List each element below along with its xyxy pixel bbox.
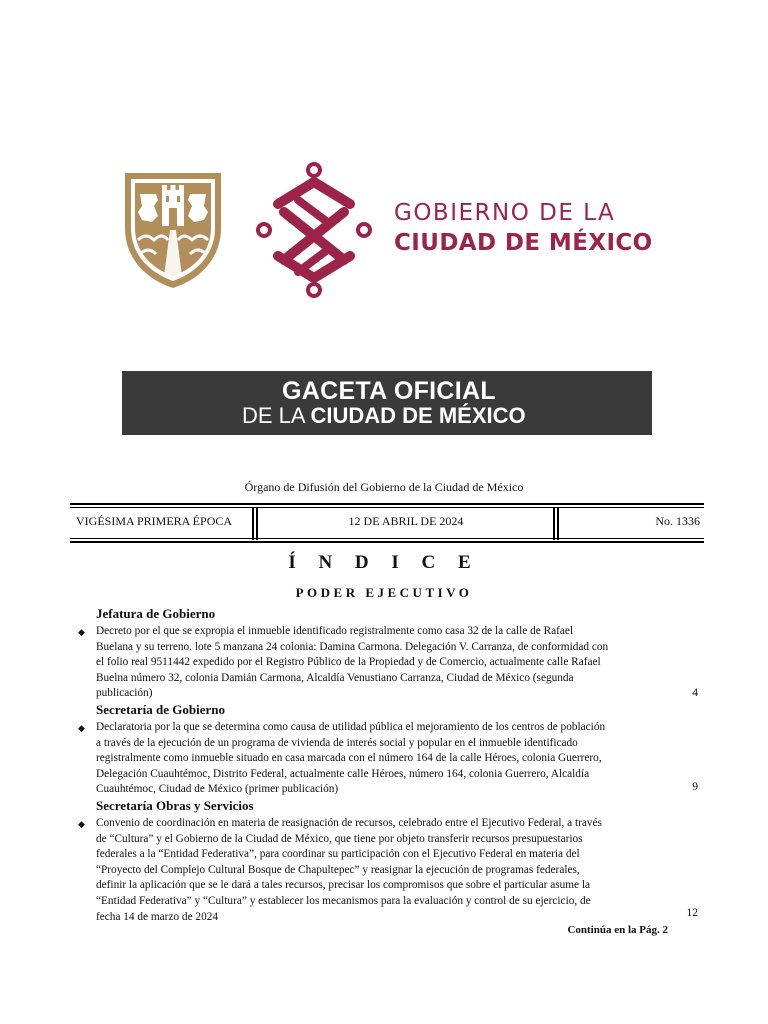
section-heading: Jefatura de Gobierno	[96, 606, 216, 621]
section-heading: Secretaría de Gobierno	[96, 702, 226, 717]
index-entry	[96, 624, 698, 702]
page-number: 4	[692, 687, 698, 699]
entry-line: publicación)	[96, 687, 153, 700]
index-subtitle: PODER EJECUTIVO	[295, 585, 473, 600]
edition-date: 12 DE ABRIL DE 2024	[348, 514, 464, 528]
government-name-line2: CIUDAD DE MÉXICO	[394, 230, 653, 256]
section-heading: Secretaría Obras y Servicios	[96, 798, 254, 813]
entry-line: a través de la ejecución de un programa de vivienda de interés social y popular en el inmueble identificado	[96, 736, 578, 749]
entry-line: Buelana y su terreno. lote 5 manzana 24 colonia: Damina Carmona. Delegación V. Carranza, de conformidad con	[96, 640, 609, 653]
cdmx-knot-icon	[254, 160, 374, 300]
info-bar-divider	[557, 507, 559, 540]
index-title: Í N D I C E	[288, 552, 480, 573]
entry-line: fecha 14 de marzo de 2024	[96, 910, 219, 923]
edition-number: No. 1336	[655, 514, 700, 528]
city-shield-icon	[122, 170, 224, 290]
continued-note: Continúa en la Pág. 2	[567, 924, 668, 936]
gazette-subtitle-part1: DE LA	[242, 403, 311, 428]
entry-line: Declaratoria por la que se determina como causa de utilidad pública el mejoramiento de los centros de población	[96, 721, 606, 733]
info-bar-rule	[70, 541, 704, 543]
bullet-icon: ◆	[78, 723, 85, 733]
entry-line: el folio real 9511442 expedido por el Registro Público de la Propiedad y de Comercio, actualmente calle Rafael	[96, 656, 601, 669]
entry-line: Convenio de coordinación en materia de reasignación de recursos, celebrado entre el Ejecutivo Federal, a través	[96, 817, 602, 829]
entry-line: federales a la “Entidad Federativa”, para coordinar su participación con el Ejecutivo Federal en materia del	[96, 848, 580, 861]
page-number: 9	[692, 781, 698, 793]
bullet-icon: ◆	[78, 819, 85, 829]
gazette-subtitle	[242, 403, 526, 429]
page-number: 12	[686, 907, 698, 919]
entry-line: “Entidad Federativa” y “Cultura” y establecer los mecanismos para la evaluación y control de su ejercicio, de	[96, 894, 591, 907]
entry-line: Cuauhtémoc, Ciudad de México (primer publicación)	[96, 783, 339, 796]
entry-line: “Proyecto del Complejo Cultural Bosque de Chapultepec” y reasignar la ejecución de programas federales,	[96, 863, 580, 876]
organ-statement: Órgano de Difusión del Gobierno de la Ciudad de México	[244, 480, 524, 494]
bullet-icon: ◆	[78, 627, 85, 637]
gazette-banner	[122, 371, 652, 435]
entry-line: definir la aplicación que se le dará a tales recursos, precisar los compromisos que sobre el particular asume la	[96, 879, 591, 892]
info-bar-rule	[70, 538, 704, 539]
index-entry	[96, 720, 698, 798]
gazette-title: GACETA OFICIAL	[282, 377, 496, 405]
gazette-subtitle-part2: CIUDAD DE MÉXICO	[310, 403, 526, 428]
government-name-line1: GOBIERNO DE LA	[394, 200, 616, 226]
entry-line: Delegación Cuauhtémoc, Distrito Federal, actualmente calle Héroes, número 164, colonia Guerrero, Alcaldía	[96, 767, 590, 780]
entry-line: registralmente como inmueble situado en casa marcada con el número 164 de la calle Héroes, colonia Guerrero,	[96, 752, 602, 765]
entry-line: de “Cultura” y el Gobierno de la Ciudad de México, que tiene por objeto transferir recursos presupuestarios	[96, 832, 583, 845]
info-bar-divider	[252, 507, 254, 540]
info-bar-rule	[70, 507, 704, 508]
index-entry	[96, 816, 698, 925]
entry-line: Buelna número 32, colonia Damián Carmona, Alcaldía Venustiano Carranza, Ciudad de México (segunda	[96, 671, 574, 684]
info-bar-rule	[70, 503, 704, 505]
entry-line: Decreto por el que se expropia el inmueble identificado registralmente como casa 32 de la calle de Rafael	[96, 625, 574, 637]
edition-epoch: VIGÉSIMA PRIMERA ÉPOCA	[76, 514, 233, 528]
